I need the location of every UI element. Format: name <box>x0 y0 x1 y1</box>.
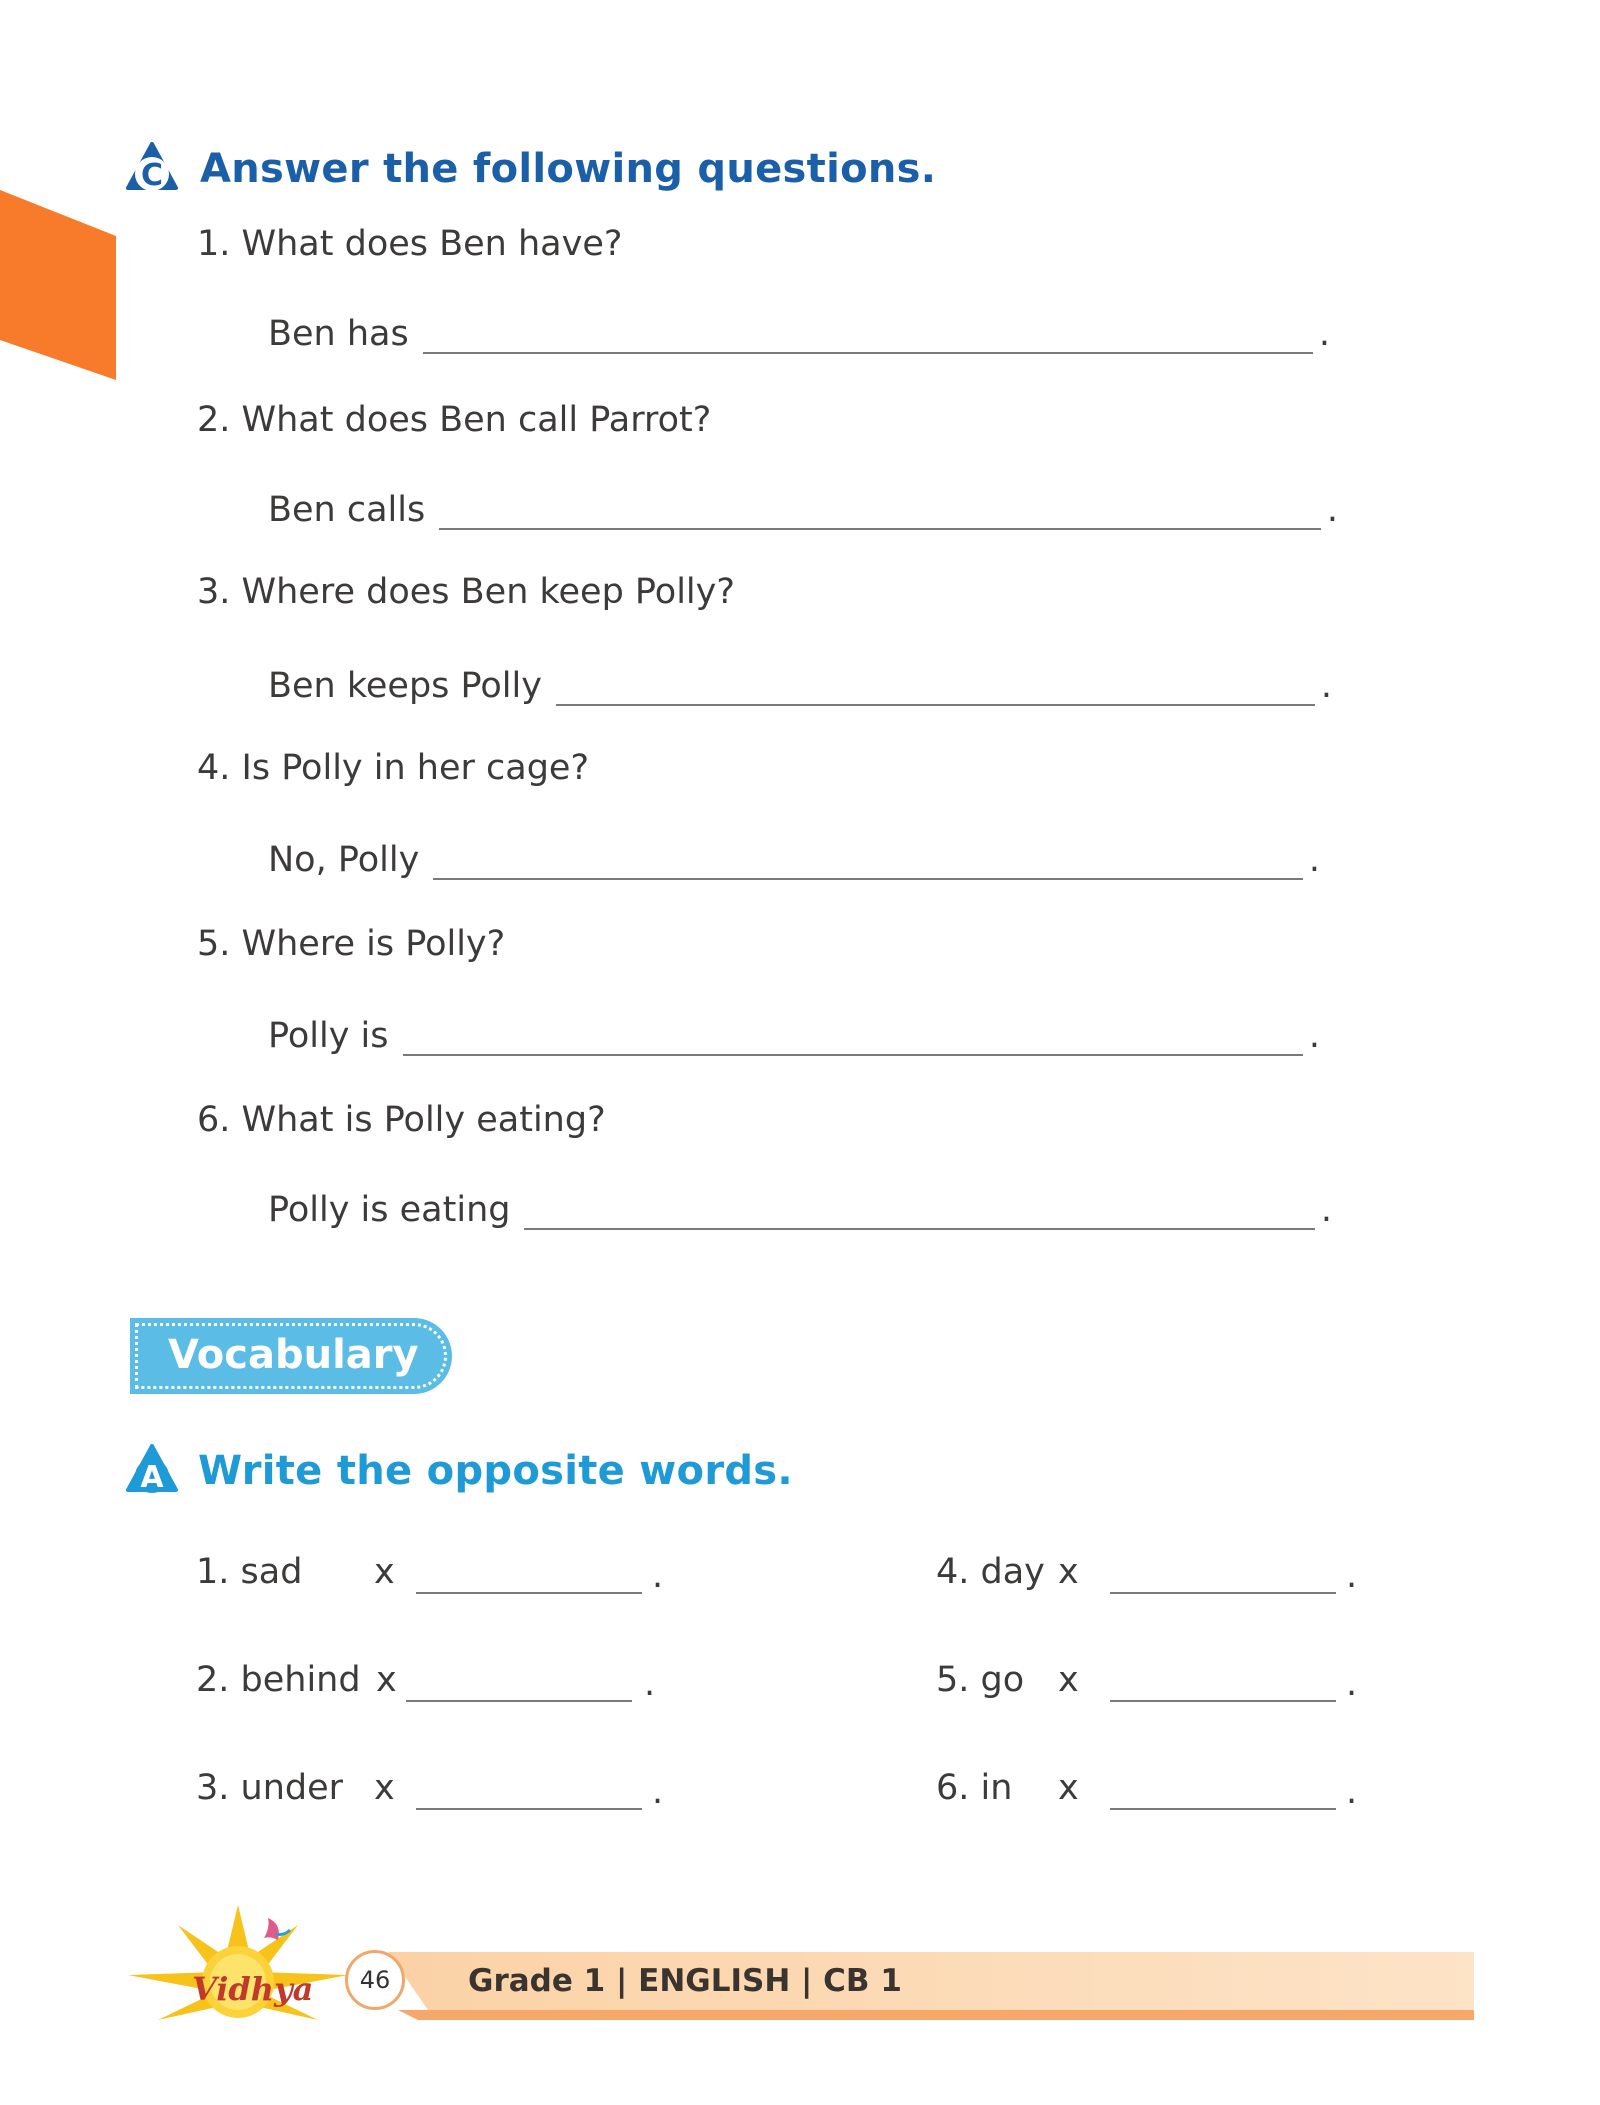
opposite-blank-4[interactable] <box>1110 1592 1336 1594</box>
opposite-item-1 <box>196 1552 676 1602</box>
answer-4-end: . <box>1308 840 1320 880</box>
section-a-title: Write the opposite words. <box>198 1448 793 1494</box>
section-c-letter: C <box>140 158 164 193</box>
answer-2-end: . <box>1326 490 1338 530</box>
section-a-letter: A <box>140 1460 164 1495</box>
section-c-badge-icon <box>124 140 180 196</box>
question-4: 4. Is Polly in her cage? <box>197 748 590 788</box>
vocabulary-label: Vocabulary <box>168 1332 419 1378</box>
opposite-blank-5[interactable] <box>1110 1700 1336 1702</box>
question-5: 5. Where is Polly? <box>197 924 506 964</box>
opposite-item-6 <box>936 1768 1376 1818</box>
answer-4 <box>268 830 1320 880</box>
opposite-item-5 <box>936 1660 1376 1710</box>
answer-5 <box>268 1006 1320 1056</box>
opposite-item-2 <box>196 1660 676 1710</box>
opposite-blank-6[interactable] <box>1110 1808 1336 1810</box>
question-1: 1. What does Ben have? <box>197 224 623 264</box>
answer-6-end: . <box>1320 1190 1332 1230</box>
answer-1-blank[interactable] <box>423 312 1313 354</box>
vidhya-logo-icon <box>118 1900 358 2040</box>
answer-6 <box>268 1180 1332 1230</box>
answer-3-stem: Ben keeps Polly <box>268 666 542 706</box>
opposite-end-2: . <box>644 1664 656 1704</box>
answer-2-blank[interactable] <box>439 488 1321 530</box>
answer-1 <box>268 304 1330 354</box>
opposite-blank-3[interactable] <box>416 1808 642 1810</box>
opposite-blank-1[interactable] <box>416 1592 642 1594</box>
opposite-blank-2[interactable] <box>406 1700 632 1702</box>
logo-text: Vidhya <box>192 1970 314 2008</box>
opposite-x-4: x <box>1058 1552 1079 1592</box>
opposite-x-3: x <box>374 1768 395 1808</box>
opposite-word-6: 6. in <box>936 1768 1013 1808</box>
answer-3-blank[interactable] <box>556 664 1315 706</box>
answer-2-stem: Ben calls <box>268 490 426 530</box>
answer-5-stem: Polly is <box>268 1016 389 1056</box>
opposite-x-2: x <box>376 1660 397 1700</box>
answer-1-stem: Ben has <box>268 314 409 354</box>
footer-course-label: Grade 1 | ENGLISH | CB 1 <box>468 1963 902 1999</box>
answer-5-end: . <box>1308 1016 1320 1056</box>
vocabulary-banner <box>130 1318 452 1394</box>
opposite-x-5: x <box>1058 1660 1079 1700</box>
answer-4-blank[interactable] <box>433 838 1303 880</box>
opposite-end-1: . <box>652 1556 664 1596</box>
question-3: 3. Where does Ben keep Polly? <box>197 572 735 612</box>
answer-3-end: . <box>1320 666 1332 706</box>
question-6: 6. What is Polly eating? <box>197 1100 606 1140</box>
opposite-word-3: 3. under <box>196 1768 344 1808</box>
opposite-item-3 <box>196 1768 676 1818</box>
opposite-word-4: 4. day <box>936 1552 1045 1592</box>
orange-side-tab <box>0 190 116 380</box>
opposite-x-1: x <box>374 1552 395 1592</box>
answer-1-end: . <box>1318 314 1330 354</box>
answer-2 <box>268 480 1338 530</box>
answer-3 <box>268 656 1332 706</box>
opposite-word-5: 5. go <box>936 1660 1025 1700</box>
answer-6-blank[interactable] <box>524 1188 1314 1230</box>
opposite-end-5: . <box>1346 1664 1358 1704</box>
question-2: 2. What does Ben call Parrot? <box>197 400 712 440</box>
opposite-x-6: x <box>1058 1768 1079 1808</box>
opposite-end-3: . <box>652 1772 664 1812</box>
answer-5-blank[interactable] <box>403 1014 1303 1056</box>
section-a-badge-icon <box>124 1442 180 1498</box>
opposite-end-4: . <box>1346 1556 1358 1596</box>
page-number: 46 <box>345 1950 405 2010</box>
opposite-item-4 <box>936 1552 1376 1602</box>
opposite-word-1: 1. sad <box>196 1552 303 1592</box>
answer-6-stem: Polly is eating <box>268 1190 511 1230</box>
answer-4-stem: No, Polly <box>268 840 420 880</box>
opposite-end-6: . <box>1346 1772 1358 1812</box>
section-c-title: Answer the following questions. <box>200 146 937 192</box>
opposite-word-2: 2. behind <box>196 1660 361 1700</box>
